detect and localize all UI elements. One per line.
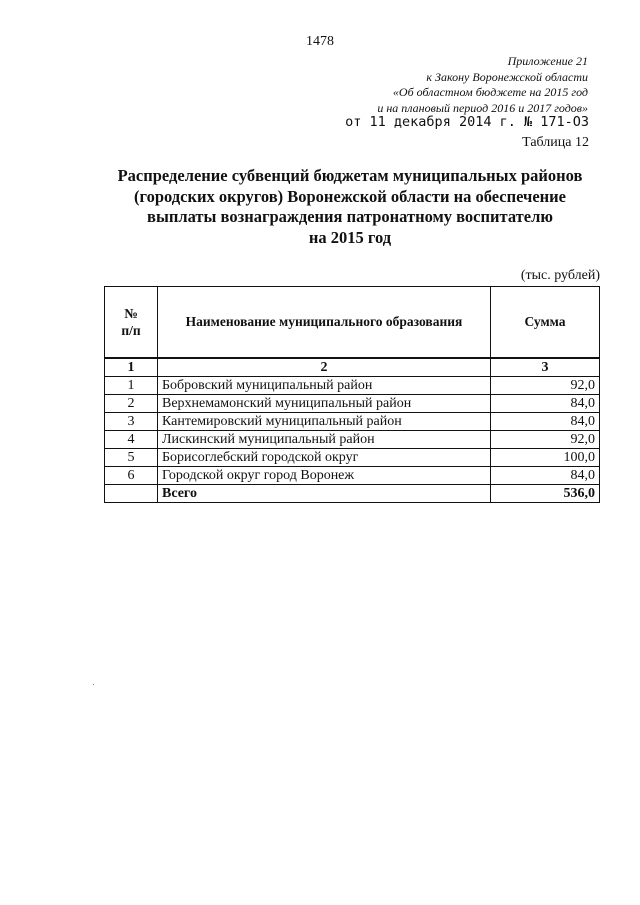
header-name: Наименование муниципального образования xyxy=(158,287,491,359)
row-sum: 84,0 xyxy=(491,395,600,413)
page-number: 1478 xyxy=(306,34,334,49)
column-index-row xyxy=(105,358,600,377)
title-line: на 2015 год xyxy=(308,227,392,247)
row-name: Лискинский муниципальный район xyxy=(158,431,491,449)
table-row xyxy=(105,431,600,449)
table-row xyxy=(105,377,600,395)
row-sum: 92,0 xyxy=(491,431,600,449)
law-date-line: от 11 декабря 2014 г. № 171-ОЗ xyxy=(345,114,589,130)
appendix-line: к Закону Воронежской области xyxy=(426,69,588,84)
total-sum: 536,0 xyxy=(491,485,600,503)
appendix-line: Приложение 21 xyxy=(507,54,588,68)
total-row xyxy=(105,485,600,503)
table-row xyxy=(105,395,600,413)
total-empty-cell xyxy=(105,485,158,503)
row-sum: 84,0 xyxy=(491,467,600,485)
row-name: Кантемировский муниципальный район xyxy=(158,413,491,431)
appendix-line: и на плановый период 2016 и 2017 годов» xyxy=(377,100,588,115)
row-number: 3 xyxy=(105,413,158,431)
table-label: Таблица 12 xyxy=(522,135,589,150)
scan-speck xyxy=(93,684,94,685)
subventions-table xyxy=(104,286,600,503)
total-label: Всего xyxy=(158,485,491,503)
table-row xyxy=(105,467,600,485)
appendix-reference xyxy=(377,54,588,116)
document-title xyxy=(100,166,600,248)
row-number: 6 xyxy=(105,467,158,485)
row-number: 4 xyxy=(105,431,158,449)
table-row xyxy=(105,449,600,467)
column-index: 3 xyxy=(491,358,600,377)
title-line: (городских округов) Воронежской области на обеспечение xyxy=(134,186,566,206)
table-header-row xyxy=(105,287,600,359)
header-number-abbr: п/п xyxy=(121,323,141,338)
row-sum: 92,0 xyxy=(491,377,600,395)
row-number: 5 xyxy=(105,449,158,467)
units-label: (тыс. рублей) xyxy=(520,268,600,283)
row-name: Верхнемамонский муниципальный район xyxy=(158,395,491,413)
row-number: 1 xyxy=(105,377,158,395)
header-sum: Сумма xyxy=(491,287,600,359)
column-index: 1 xyxy=(105,358,158,377)
header-number xyxy=(105,287,158,359)
title-line: Распределение субвенций бюджетам муниципальных районов xyxy=(117,166,583,185)
row-name: Борисоглебский городской округ xyxy=(158,449,491,467)
header-number-symbol: № xyxy=(124,306,138,321)
table-row xyxy=(105,413,600,431)
row-name: Бобровский муниципальный район xyxy=(158,377,491,395)
row-name: Городской округ город Воронеж xyxy=(158,467,491,485)
row-sum: 84,0 xyxy=(491,413,600,431)
appendix-line: «Об областном бюджете на 2015 год xyxy=(392,85,588,99)
column-index: 2 xyxy=(158,358,491,377)
row-number: 2 xyxy=(105,395,158,413)
row-sum: 100,0 xyxy=(491,449,600,467)
title-line: выплаты вознаграждения патронатному воспитателю xyxy=(147,207,553,226)
